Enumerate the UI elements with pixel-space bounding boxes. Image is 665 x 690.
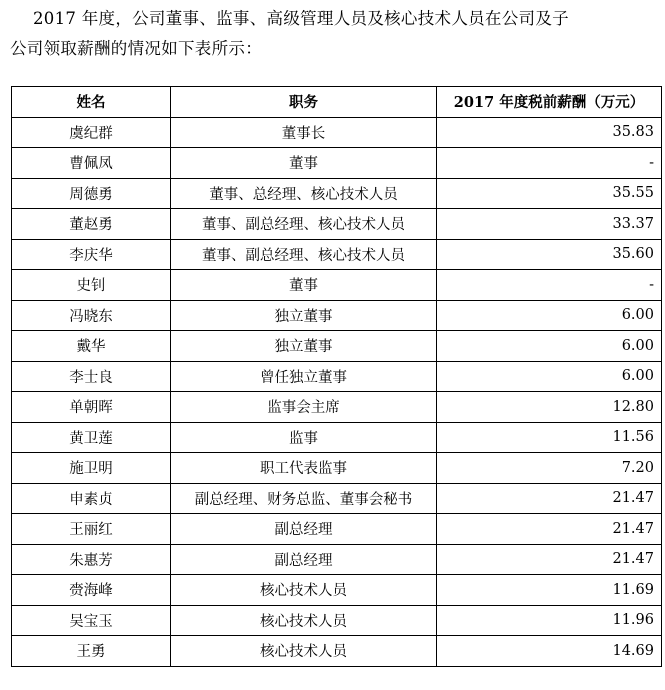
cell-name: 黄卫莲 <box>12 422 171 453</box>
cell-compensation: 35.55 <box>437 178 662 209</box>
cell-name: 吴宝玉 <box>12 605 171 636</box>
table-body <box>12 117 662 666</box>
cell-compensation: 21.47 <box>437 544 662 575</box>
table-row <box>12 392 662 423</box>
cell-compensation: 35.83 <box>437 117 662 148</box>
cell-name: 施卫明 <box>12 453 171 484</box>
cell-compensation: 6.00 <box>437 331 662 362</box>
cell-position: 曾任独立董事 <box>171 361 437 392</box>
cell-compensation: - <box>437 148 662 179</box>
cell-position: 副总经理、财务总监、董事会秘书 <box>171 483 437 514</box>
cell-position: 职工代表监事 <box>171 453 437 484</box>
cell-position: 监事 <box>171 422 437 453</box>
table-row <box>12 422 662 453</box>
intro-line-2: 公司领取薪酬的情况如下表所示： <box>10 39 262 58</box>
cell-name: 曹佩凤 <box>12 148 171 179</box>
table-row <box>12 148 662 179</box>
cell-name: 赍海峰 <box>12 575 171 606</box>
cell-compensation: 21.47 <box>437 514 662 545</box>
compensation-table <box>11 86 662 667</box>
header-compensation: 2017 年度税前薪酬（万元） <box>437 87 662 118</box>
cell-position: 董事、副总经理、核心技术人员 <box>171 209 437 240</box>
cell-compensation: 11.96 <box>437 605 662 636</box>
table-row <box>12 544 662 575</box>
cell-position: 董事、总经理、核心技术人员 <box>171 178 437 209</box>
table-row <box>12 178 662 209</box>
cell-name: 戴华 <box>12 331 171 362</box>
cell-name: 冯晓东 <box>12 300 171 331</box>
cell-position: 董事 <box>171 270 437 301</box>
cell-compensation: 33.37 <box>437 209 662 240</box>
table-header-row <box>12 87 662 118</box>
cell-name: 王勇 <box>12 636 171 667</box>
cell-position: 核心技术人员 <box>171 605 437 636</box>
cell-name: 王丽红 <box>12 514 171 545</box>
cell-name: 周德勇 <box>12 178 171 209</box>
cell-compensation: 21.47 <box>437 483 662 514</box>
cell-position: 核心技术人员 <box>171 575 437 606</box>
cell-name: 虞纪群 <box>12 117 171 148</box>
header-position: 职务 <box>171 87 437 118</box>
cell-position: 董事长 <box>171 117 437 148</box>
cell-position: 董事 <box>171 148 437 179</box>
table-row <box>12 209 662 240</box>
cell-compensation: 7.20 <box>437 453 662 484</box>
cell-compensation: 12.80 <box>437 392 662 423</box>
table-row <box>12 483 662 514</box>
cell-position: 核心技术人员 <box>171 636 437 667</box>
cell-name: 单朝晖 <box>12 392 171 423</box>
table-row <box>12 453 662 484</box>
cell-compensation: 14.69 <box>437 636 662 667</box>
cell-name: 董赵勇 <box>12 209 171 240</box>
cell-compensation: 6.00 <box>437 300 662 331</box>
cell-name: 李庆华 <box>12 239 171 270</box>
cell-compensation: 6.00 <box>437 361 662 392</box>
table-row <box>12 239 662 270</box>
cell-position: 独立董事 <box>171 300 437 331</box>
table-row <box>12 331 662 362</box>
cell-name: 李士良 <box>12 361 171 392</box>
intro-paragraph <box>10 4 660 64</box>
table-row <box>12 300 662 331</box>
table-row <box>12 605 662 636</box>
cell-compensation: - <box>437 270 662 301</box>
table-row <box>12 514 662 545</box>
cell-position: 副总经理 <box>171 544 437 575</box>
cell-compensation: 35.60 <box>437 239 662 270</box>
cell-position: 独立董事 <box>171 331 437 362</box>
cell-position: 副总经理 <box>171 514 437 545</box>
cell-compensation: 11.56 <box>437 422 662 453</box>
header-name: 姓名 <box>12 87 171 118</box>
table-row <box>12 636 662 667</box>
table-row <box>12 270 662 301</box>
table-row <box>12 117 662 148</box>
intro-line-1: 2017 年度，公司董事、监事、高级管理人员及核心技术人员在公司及子 <box>33 9 569 28</box>
cell-compensation: 11.69 <box>437 575 662 606</box>
table-row <box>12 361 662 392</box>
cell-position: 监事会主席 <box>171 392 437 423</box>
cell-name: 史钊 <box>12 270 171 301</box>
cell-position: 董事、副总经理、核心技术人员 <box>171 239 437 270</box>
cell-name: 申素贞 <box>12 483 171 514</box>
cell-name: 朱惠芳 <box>12 544 171 575</box>
table-row <box>12 575 662 606</box>
